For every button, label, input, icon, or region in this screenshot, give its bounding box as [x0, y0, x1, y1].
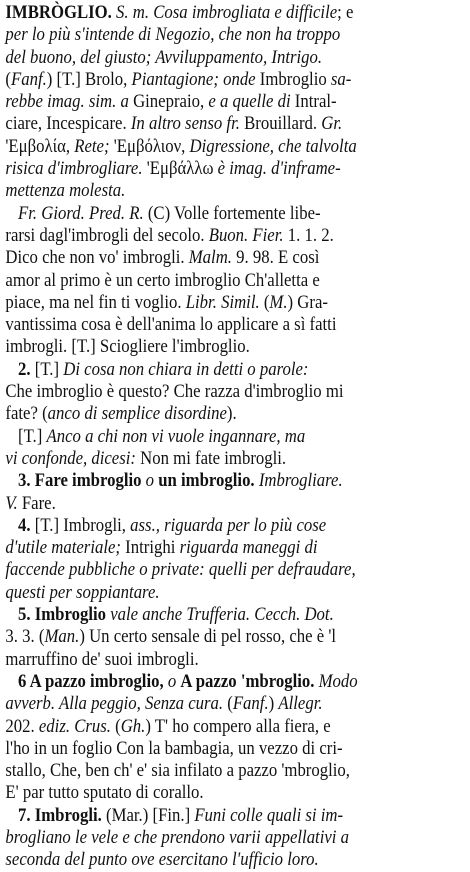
- italic-text: riguarda maneggi di: [179, 537, 318, 559]
- italic-text: Digressione, che talvolta: [189, 135, 357, 157]
- italic-text: Anco a chi non vi vuole ingannare, ma: [46, 425, 306, 447]
- italic-text: ass., riguarda per lo più cose: [130, 514, 327, 536]
- entry-line: [5, 671, 464, 693]
- entry-line: [5, 292, 464, 314]
- bold-text: 4.: [18, 514, 31, 536]
- text-run: ) [T.] Brolo,: [46, 68, 132, 90]
- bold-text: 5. Imbroglio: [18, 604, 107, 626]
- italic-text: d'utile materiale;: [5, 537, 121, 559]
- italic-text: Fanf.: [232, 693, 269, 715]
- entry-line: [5, 515, 464, 537]
- text-run: vantissima cosa è dell'anima lo applicare a sì fatti: [5, 314, 337, 336]
- italic-text: Rete;: [74, 135, 110, 157]
- italic-text: anco di semplice disordine: [47, 403, 227, 425]
- text-run: 9. 98. E così: [231, 247, 320, 269]
- italic-text: rebbe imag. sim. a: [5, 91, 129, 113]
- entry-line: [5, 782, 464, 804]
- bold-text: 2.: [18, 358, 31, 380]
- italic-text: Fanf.: [10, 68, 47, 90]
- entry-line: [5, 805, 464, 827]
- italic-text: Libr. Simil.: [185, 291, 260, 313]
- text-run: fate? (: [5, 403, 48, 425]
- entry-line: [5, 359, 464, 381]
- entry-line: [5, 448, 464, 470]
- bold-text: un imbroglio.: [158, 470, 255, 492]
- entry-line: [5, 738, 464, 760]
- text-run: Intral-: [290, 91, 337, 113]
- text-run: 'Εμβάλλω: [142, 158, 218, 180]
- text-run: Dico che non vo' imbrogli.: [5, 247, 189, 269]
- italic-text: o: [163, 670, 181, 692]
- italic-text: Allegr.: [278, 693, 323, 715]
- entry-line: [5, 693, 464, 715]
- text-run: imbrogli. [T.] Sciogliere l'imbroglio.: [5, 336, 250, 358]
- text-run: ; e: [337, 2, 354, 23]
- entry-line: [5, 426, 464, 448]
- text-run: (Mar.) [Fin.]: [101, 804, 195, 826]
- italic-text: questi per soppiantare.: [5, 581, 160, 603]
- text-run: 1. 1. 2.: [283, 224, 334, 246]
- entry-line: [5, 158, 464, 180]
- italic-text: Fr. Giord. Pred. R.: [18, 202, 144, 224]
- entry-line: [5, 270, 464, 292]
- text-run: 'Εμβόλιον,: [109, 135, 190, 157]
- italic-text: Imbrogliare.: [254, 470, 343, 492]
- italic-text: seconda del punto ove esercitano l'ufficio loro.: [5, 849, 319, 871]
- italic-text: ediz. Crus.: [38, 715, 111, 737]
- text-run: Brouillard.: [239, 113, 322, 135]
- bold-text: 7. Imbrogli.: [18, 804, 102, 826]
- entry-line: [5, 69, 464, 91]
- italic-text: vale anche Trufferia. Cecch. Dot.: [106, 604, 334, 626]
- text-run: marruffino de' suoi imbrogli.: [5, 648, 199, 670]
- bold-text: 3. Fare imbroglio: [18, 470, 142, 492]
- entry-line: [5, 91, 464, 113]
- italic-text: Buon. Fier.: [208, 224, 284, 246]
- text-run: Ginepraio,: [128, 91, 209, 113]
- entry-line: [5, 180, 464, 202]
- text-run: stallo, Che, ben ch' e' sia infilato a pazzo 'mbroglio,: [5, 760, 350, 782]
- text-run: Intrighi: [120, 537, 180, 559]
- text-run: [T.]: [30, 358, 64, 380]
- text-run: rarsi dagl'imbrogli del secolo.: [5, 224, 209, 246]
- text-run: 202.: [5, 715, 39, 737]
- entry-line: [5, 314, 464, 336]
- italic-text: Gh.: [120, 715, 146, 737]
- italic-text: risica d'imbrogliare.: [5, 158, 143, 180]
- entry-line: [5, 559, 464, 581]
- italic-text: del buono, del giusto; Avviluppamento, Intrigo.: [5, 46, 323, 68]
- text-run: (: [5, 68, 11, 90]
- entry-line: [5, 225, 464, 247]
- entry-line: [5, 113, 464, 135]
- italic-text: e a quelle di: [208, 91, 291, 113]
- text-run: Che imbroglio è questo? Che razza d'imbroglio mi: [5, 381, 344, 403]
- italic-text: V.: [5, 492, 18, 514]
- italic-text: mettenza molesta.: [5, 180, 126, 202]
- entry-line: [5, 336, 464, 358]
- text-run: ) Gra-: [287, 291, 328, 313]
- text-run: 'Εμβολία,: [5, 135, 75, 157]
- entry-line: [5, 203, 464, 225]
- italic-text: Di cosa non chiara in detti o parole:: [63, 358, 309, 380]
- entry-line: [5, 24, 464, 46]
- text-run: Non mi fate imbrogli.: [135, 447, 287, 469]
- italic-text: sa-: [330, 68, 352, 90]
- text-run: 3. 3. (: [5, 626, 45, 648]
- italic-text: Man.: [44, 626, 80, 648]
- italic-text: per lo più s'intende di Negozio, che non ha troppo: [5, 24, 341, 46]
- entry-line: [5, 2, 464, 24]
- entry-line: [5, 247, 464, 269]
- entry-line: [5, 403, 464, 425]
- entry-line: [5, 626, 464, 648]
- italic-text: Piantagione; onde: [131, 68, 256, 90]
- italic-text: o: [141, 470, 159, 492]
- entry-line: [5, 493, 464, 515]
- bold-text: IMBRÒGLIO.: [5, 2, 112, 23]
- entry-line: [5, 47, 464, 69]
- entry-line: [5, 470, 464, 492]
- text-run: Fare.: [17, 492, 56, 514]
- entry-line: [5, 604, 464, 626]
- italic-text: Malm.: [188, 247, 232, 269]
- bold-text: 6 A pazzo imbroglio,: [18, 670, 164, 692]
- text-run: Imbroglio: [255, 68, 331, 90]
- text-run: [T.]: [18, 425, 47, 447]
- entry-line: [5, 136, 464, 158]
- entry-line: [5, 716, 464, 738]
- italic-text: avverb. Alla peggio, Senza cura.: [5, 693, 224, 715]
- text-run: l'ho in un foglio Con la bambagia, un vezzo di cri-: [5, 737, 343, 759]
- italic-text: S. m. Cosa imbrogliata e difficile: [111, 2, 338, 23]
- italic-text: Gr.: [321, 113, 343, 135]
- italic-text: In altro senso fr.: [130, 113, 240, 135]
- italic-text: faccende pubbliche o private: quelli per defraudare,: [5, 559, 356, 581]
- text-run: E' par tutto sputato di corallo.: [5, 782, 204, 804]
- entry-line: [5, 827, 464, 849]
- entry-line: [5, 537, 464, 559]
- entry-line: [5, 760, 464, 782]
- italic-text: Funi colle quali si im-: [194, 804, 344, 826]
- text-run: ) T' ho compero alla fiera, e: [145, 715, 331, 737]
- italic-text: Modo: [314, 670, 358, 692]
- italic-text: brogliano le vele e che prendono varii appellativi a: [5, 826, 349, 848]
- text-run: ).: [226, 403, 237, 425]
- text-run: ciare, Incespicare.: [5, 113, 131, 135]
- italic-text: M.: [269, 291, 288, 313]
- entry-line: [5, 582, 464, 604]
- entry-line: [5, 381, 464, 403]
- italic-text: vi confonde, dicesi:: [5, 447, 136, 469]
- bold-text: A pazzo 'mbroglio.: [180, 670, 315, 692]
- entry-line: [5, 649, 464, 671]
- text-run: (C) Volle fortemente libe-: [143, 202, 321, 224]
- italic-text: è imag. d'inframe-: [217, 158, 341, 180]
- text-run: ): [268, 693, 279, 715]
- text-run: amor al primo è un certo imbroglio Ch'alletta e: [5, 269, 320, 291]
- text-run: piace, ma nel fin ti voglio.: [5, 291, 186, 313]
- entry-line: [5, 849, 464, 871]
- text-run: (: [223, 693, 233, 715]
- text-run: [T.] Imbrogli,: [30, 514, 131, 536]
- text-run: (: [259, 291, 270, 313]
- text-run: (: [110, 715, 121, 737]
- text-run: ) Un certo sensale di pel rosso, che è 'l: [79, 626, 337, 648]
